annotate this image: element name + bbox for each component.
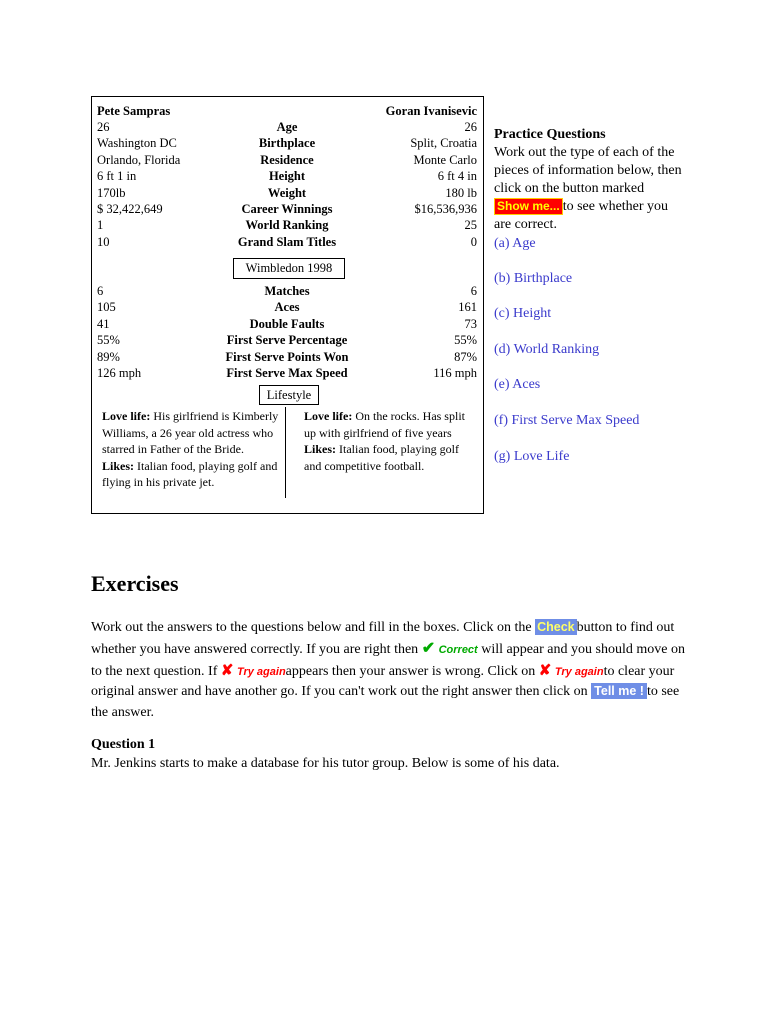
instructions-text: to see the answer. bbox=[91, 684, 680, 721]
stat-right-value: 26 bbox=[464, 120, 477, 134]
stat-label: First Serve Percentage bbox=[226, 333, 348, 348]
stat-left-value: 105 bbox=[97, 300, 116, 315]
instructions-text: button to find out whether you have answered correctly. If you are right then bbox=[91, 620, 675, 657]
practice-link[interactable]: (a) Age bbox=[494, 236, 536, 251]
stat-row bbox=[97, 299, 477, 315]
try-again-button-label: Try again bbox=[554, 665, 604, 678]
stat-row bbox=[97, 152, 477, 168]
stat-row bbox=[97, 201, 477, 217]
stat-row bbox=[97, 365, 477, 381]
player-left-name: Pete Sampras bbox=[97, 104, 171, 118]
stat-left-value: 170lb bbox=[97, 185, 126, 200]
question-1-title: Question 1 bbox=[91, 737, 156, 752]
stat-row bbox=[97, 217, 477, 233]
practice-link[interactable]: (b) Birthplace bbox=[494, 271, 573, 286]
stat-row bbox=[97, 332, 477, 348]
tick-icon: ✔ bbox=[421, 639, 436, 657]
stat-left-value: 26 bbox=[97, 120, 110, 134]
stat-label: Age bbox=[276, 120, 298, 134]
stat-left-value: 1 bbox=[97, 218, 104, 233]
stat-right-value: Monte Carlo bbox=[413, 152, 477, 167]
card-header-row bbox=[97, 103, 477, 119]
stat-right-value: 73 bbox=[464, 316, 477, 331]
stat-label: Weight bbox=[267, 185, 307, 200]
stat-label: Double Faults bbox=[249, 316, 325, 331]
cross-icon: ✘ bbox=[538, 662, 552, 679]
stat-row bbox=[97, 135, 477, 151]
lovelife-text: His girlfriend is Kimberly Williams, a 26 year old actress who starred in Father of the Bride. bbox=[102, 409, 279, 456]
stat-label: World Ranking bbox=[245, 218, 329, 233]
instructions-text: appears then your answer is wrong. Click on bbox=[285, 663, 539, 679]
practice-title: Practice Questions bbox=[494, 127, 606, 142]
practice-link[interactable]: (c) Height bbox=[494, 306, 552, 321]
lovelife-text: On the rocks. Has split up with girlfriend of five years bbox=[304, 409, 465, 440]
stat-label: Residence bbox=[260, 152, 314, 167]
stat-right-value: 161 bbox=[458, 300, 477, 315]
stat-row bbox=[97, 119, 477, 135]
stat-label: Career Winnings bbox=[241, 202, 333, 216]
stat-label: Birthplace bbox=[258, 136, 316, 151]
wimbledon-label: Wimbledon 1998 bbox=[233, 258, 345, 279]
stat-left-value: 89% bbox=[97, 349, 120, 364]
practice-link[interactable]: (d) World Ranking bbox=[494, 342, 600, 357]
stat-right-value: 55% bbox=[454, 333, 477, 348]
try-again-button[interactable] bbox=[539, 664, 604, 679]
stat-label: Height bbox=[268, 169, 306, 184]
exercises-title: Exercises bbox=[91, 571, 179, 596]
likes-text: Italian food, playing golf and flying in his private jet. bbox=[102, 458, 278, 489]
practice-questions bbox=[494, 126, 684, 234]
lovelife-label: Love life: bbox=[304, 409, 353, 423]
instructions-text: Work out the answers to the questions below and fill in the boxes. Click on the bbox=[91, 620, 536, 635]
practice-instructions: Work out the type of each of the pieces of information below, then click on the button marked bbox=[494, 145, 682, 196]
stat-label: First Serve Max Speed bbox=[226, 366, 348, 380]
question-1-text: Mr. Jenkins starts to make a database for his tutor group. Below is some of his data. bbox=[91, 756, 560, 771]
stat-row bbox=[97, 234, 477, 250]
exercises-instructions bbox=[91, 618, 691, 724]
tell-me-button[interactable]: Tell me ! bbox=[591, 683, 647, 699]
stat-right-value: 0 bbox=[470, 234, 477, 249]
stat-left-value: 6 ft 1 in bbox=[97, 169, 137, 184]
cross-icon: ✘ bbox=[220, 662, 234, 679]
stat-row bbox=[97, 283, 477, 299]
stat-right-value: 6 ft 4 in bbox=[437, 169, 477, 184]
stat-label: Matches bbox=[264, 284, 310, 298]
lifestyle-left bbox=[102, 408, 280, 491]
try-again-label: Try again bbox=[236, 665, 286, 678]
stat-row bbox=[97, 185, 477, 201]
lifestyle-divider bbox=[285, 407, 286, 498]
stat-left-value: 126 mph bbox=[97, 366, 142, 380]
stat-label: First Serve Points Won bbox=[225, 349, 349, 364]
player-comparison-card bbox=[91, 96, 484, 514]
stat-label: Grand Slam Titles bbox=[237, 234, 337, 249]
stat-right-value: 116 mph bbox=[433, 366, 477, 380]
lovelife-label: Love life: bbox=[102, 409, 151, 423]
likes-text: Italian food, playing golf and competitive football. bbox=[304, 442, 459, 473]
practice-link[interactable]: (e) Aces bbox=[494, 377, 541, 392]
likes-label: Likes: bbox=[304, 442, 337, 456]
stat-left-value: 55% bbox=[97, 333, 120, 348]
stat-right-value: 180 lb bbox=[445, 185, 477, 200]
practice-link[interactable]: (f) First Serve Max Speed bbox=[494, 413, 640, 428]
stat-left-value: 6 bbox=[97, 284, 104, 298]
player-right-name: Goran Ivanisevic bbox=[385, 104, 477, 118]
stat-left-value: 41 bbox=[97, 316, 110, 331]
stat-right-value: Split, Croatia bbox=[410, 136, 477, 151]
instructions-text: to clear your original answer and have another go. If you can't work out the right answer then click on bbox=[91, 663, 675, 700]
stat-left-value: $ 32,422,649 bbox=[97, 202, 163, 216]
stat-row bbox=[97, 349, 477, 365]
stat-right-value: 6 bbox=[470, 284, 477, 298]
stat-left-value: 10 bbox=[97, 234, 110, 249]
stat-right-value: 25 bbox=[464, 218, 477, 233]
show-me-button[interactable]: Show me... bbox=[494, 198, 563, 215]
correct-label: Correct bbox=[438, 643, 478, 656]
stat-left-value: Washington DC bbox=[97, 136, 177, 151]
stat-row bbox=[97, 316, 477, 332]
stat-left-value: Orlando, Florida bbox=[97, 152, 181, 167]
instructions-text: will appear and you should move on to the next question. If bbox=[91, 641, 685, 679]
stat-row bbox=[97, 168, 477, 184]
lifestyle-label: Lifestyle bbox=[259, 385, 319, 405]
lifestyle-right bbox=[304, 408, 474, 474]
stat-label: Aces bbox=[274, 300, 300, 315]
stat-right-value: 87% bbox=[454, 349, 477, 364]
practice-instructions-end: to see whether you are correct. bbox=[494, 199, 669, 232]
stat-right-value: $16,536,936 bbox=[414, 202, 477, 216]
practice-link[interactable]: (g) Love Life bbox=[494, 449, 570, 464]
check-button[interactable]: Check bbox=[537, 620, 575, 634]
likes-label: Likes: bbox=[102, 458, 135, 473]
